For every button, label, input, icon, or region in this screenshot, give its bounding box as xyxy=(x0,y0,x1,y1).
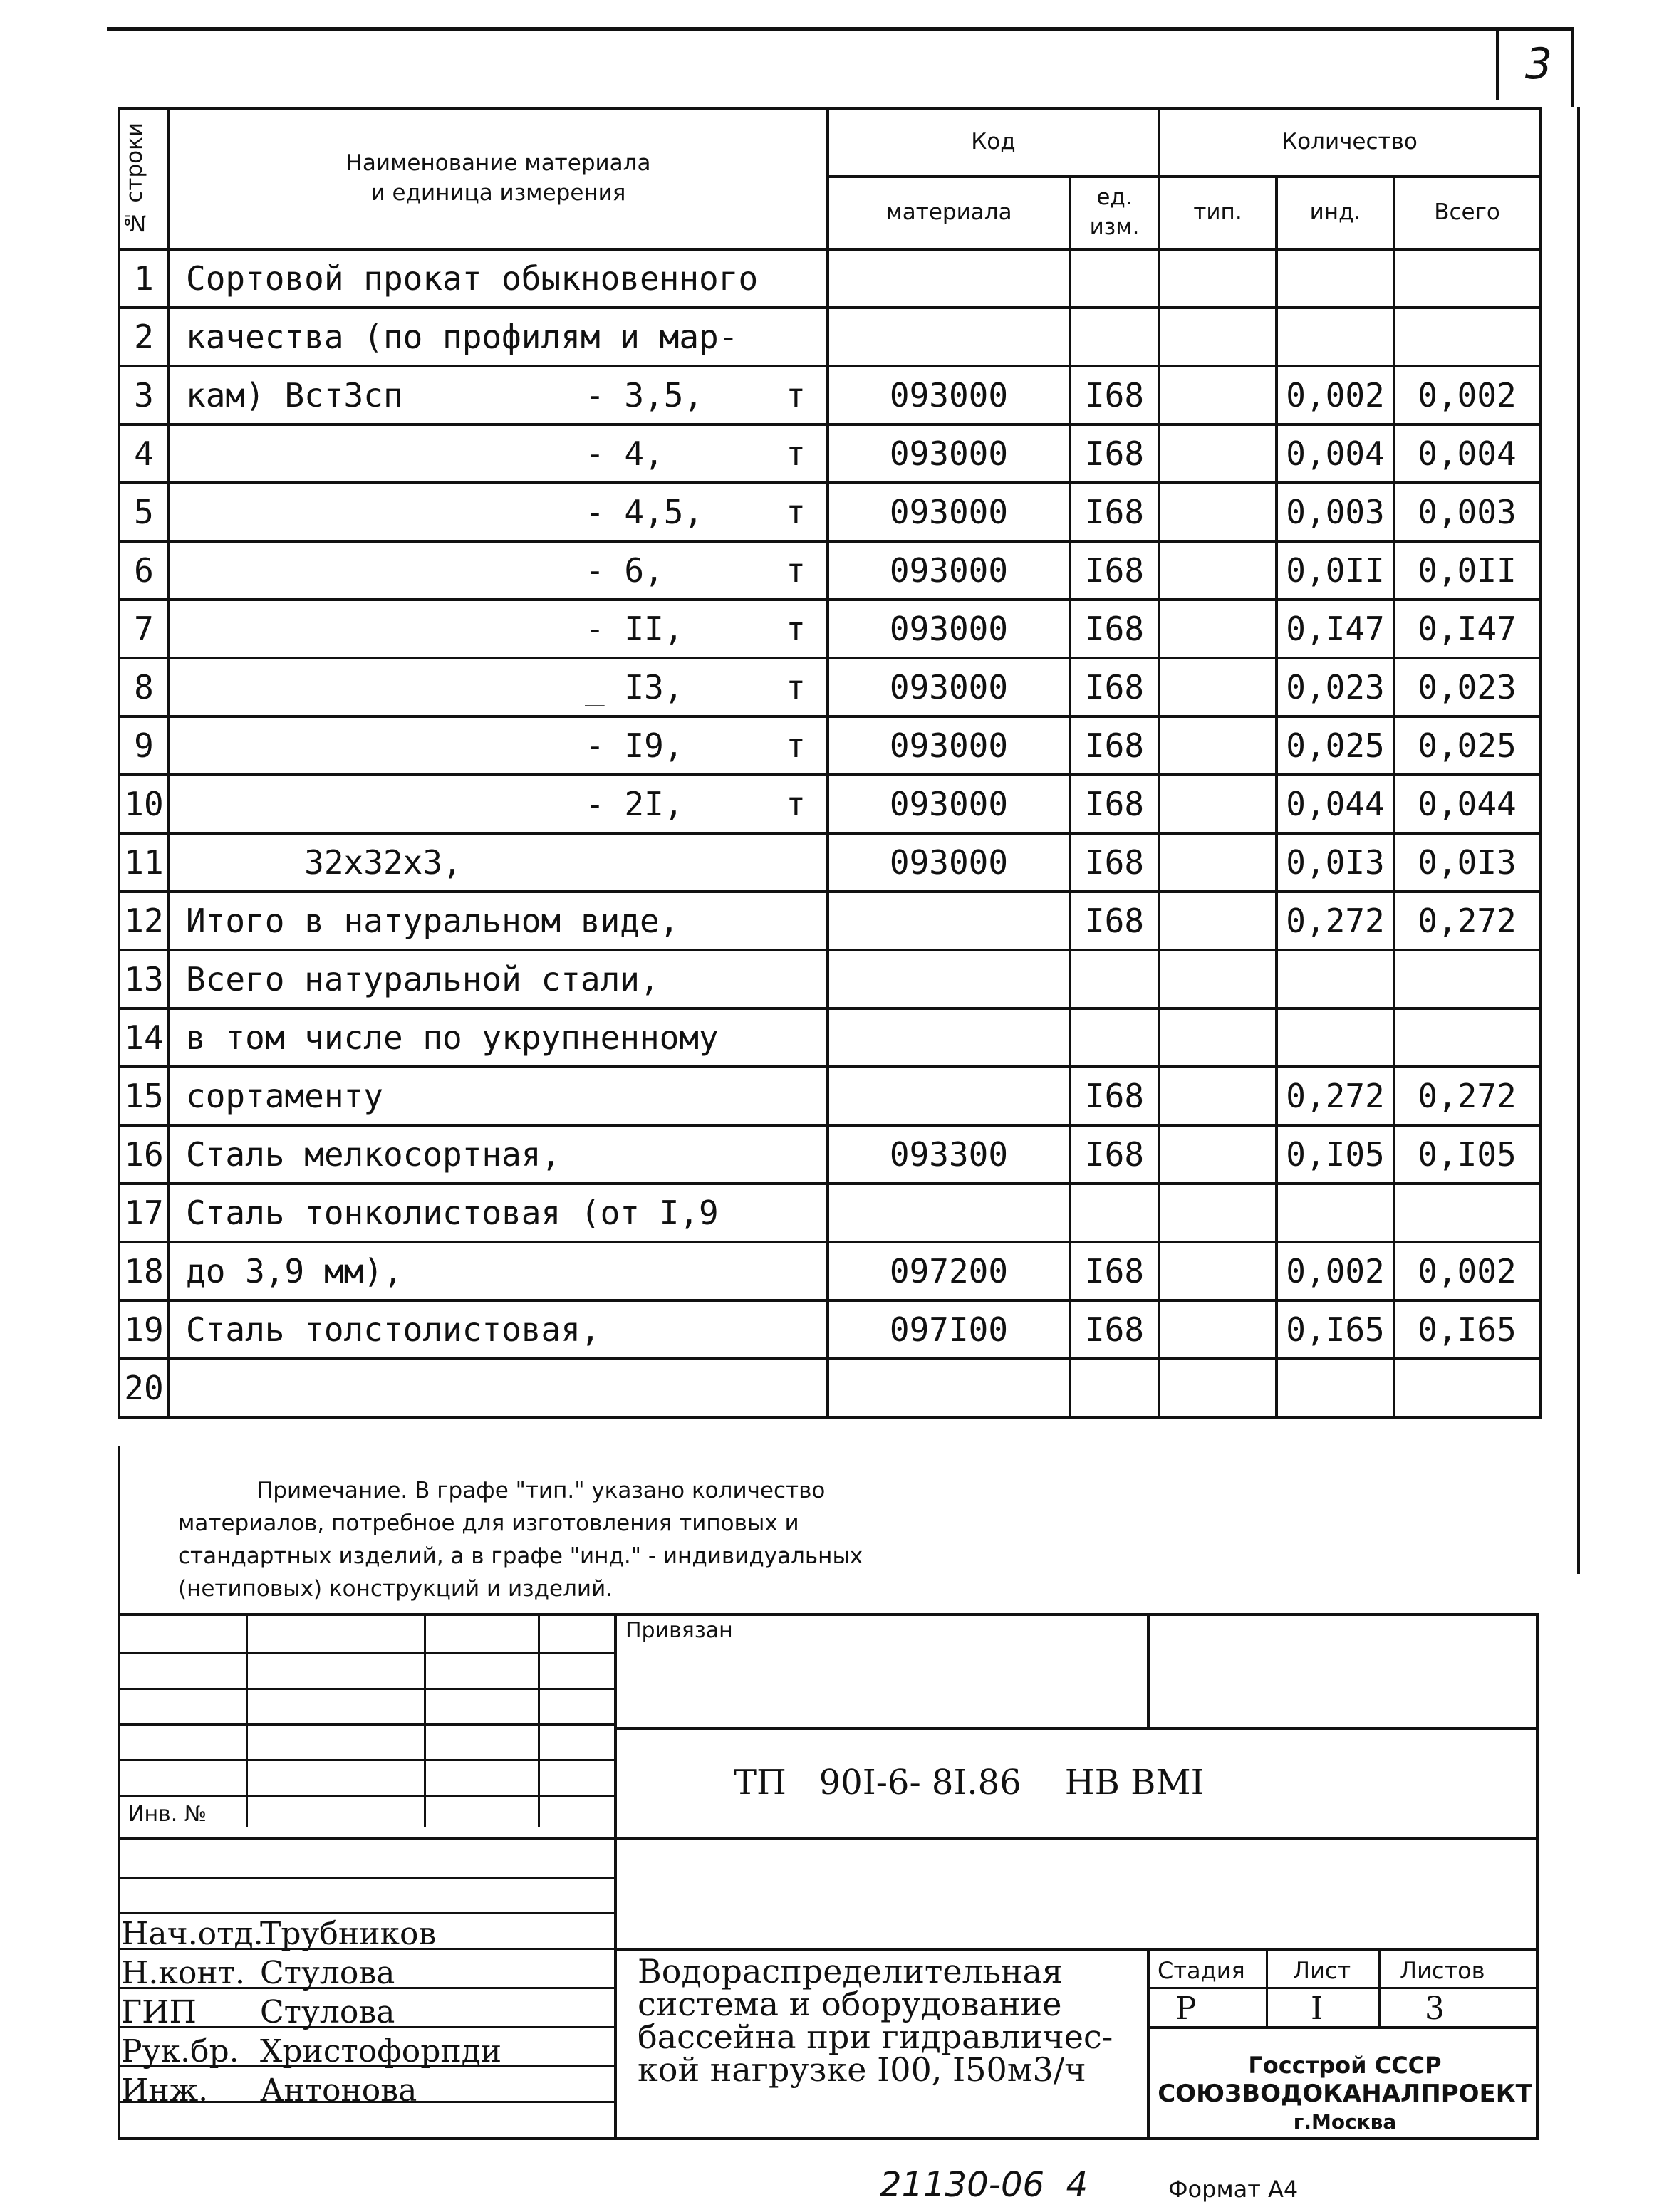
row-number: 8 xyxy=(119,658,169,716)
table-row xyxy=(119,424,1540,483)
row-number: 5 xyxy=(119,483,169,541)
frame-right xyxy=(1577,107,1580,1574)
qty-total xyxy=(1394,1359,1540,1417)
qty-ind: 0,I05 xyxy=(1277,1125,1394,1184)
material-name xyxy=(169,950,828,1008)
material-name-text: кам) Вст3сп xyxy=(186,376,403,414)
tb-vline xyxy=(614,1613,617,2137)
signature-role: Инж. xyxy=(121,2072,209,2109)
unit-code xyxy=(1070,249,1159,308)
qty-ind xyxy=(1277,308,1394,366)
inv-label: Инв. № xyxy=(128,1802,207,1827)
note-line: стандартных изделий, а в графе "инд." - индивидуальных xyxy=(178,1543,863,1569)
row-number: 10 xyxy=(119,775,169,833)
qty-typ xyxy=(1159,658,1277,716)
signature-name: Антонова xyxy=(260,2072,417,2109)
header-row-no: № строки xyxy=(119,108,169,249)
qty-typ xyxy=(1159,716,1277,775)
signature-name: Христофорпди xyxy=(260,2033,502,2070)
org-city: г.Москва xyxy=(1293,2110,1397,2134)
material-name xyxy=(169,249,828,308)
stage-label: Стадия xyxy=(1158,1957,1245,1984)
tb-hline xyxy=(614,1948,1539,1951)
qty-typ xyxy=(1159,600,1277,658)
material-unit: т xyxy=(786,785,806,823)
organization xyxy=(1153,2051,1537,2137)
material-unit: т xyxy=(786,376,806,414)
material-code: 093000 xyxy=(828,600,1070,658)
material-code: 093000 xyxy=(828,424,1070,483)
qty-total: 0,I47 xyxy=(1394,600,1540,658)
table-row xyxy=(119,716,1540,775)
material-size: - I9, xyxy=(585,726,684,765)
material-name xyxy=(169,775,828,833)
qty-total xyxy=(1394,1008,1540,1067)
qty-total: 0,025 xyxy=(1394,716,1540,775)
material-code xyxy=(828,249,1070,308)
qty-total: 0,023 xyxy=(1394,658,1540,716)
qty-total: 0,003 xyxy=(1394,483,1540,541)
qty-typ xyxy=(1159,424,1277,483)
tb-hline xyxy=(118,1688,616,1690)
material-code: 093000 xyxy=(828,658,1070,716)
unit-code: I68 xyxy=(1070,892,1159,950)
table-row xyxy=(119,1300,1540,1359)
qty-typ xyxy=(1159,775,1277,833)
table-row xyxy=(119,1184,1540,1242)
material-name xyxy=(169,892,828,950)
row-number: 11 xyxy=(119,833,169,892)
unit-code: I68 xyxy=(1070,600,1159,658)
tb-hline xyxy=(118,1723,616,1726)
material-name xyxy=(169,483,828,541)
tb-hline xyxy=(1147,2026,1539,2029)
material-code: 093000 xyxy=(828,483,1070,541)
row-number: 4 xyxy=(119,424,169,483)
material-unit: т xyxy=(786,434,806,473)
project-title-line: система и оборудование xyxy=(638,1985,1062,2023)
unit-code xyxy=(1070,308,1159,366)
row-number: 17 xyxy=(119,1184,169,1242)
material-code: 093300 xyxy=(828,1125,1070,1184)
signature-name: Стулова xyxy=(260,1994,395,2030)
qty-total xyxy=(1394,950,1540,1008)
material-name-text: 32x32x3, xyxy=(186,843,462,882)
material-unit: т xyxy=(786,493,806,531)
header-code-material: материала xyxy=(828,177,1070,249)
qty-total: 0,272 xyxy=(1394,1067,1540,1125)
material-name xyxy=(169,1242,828,1300)
qty-total: 0,272 xyxy=(1394,892,1540,950)
qty-total: 0,002 xyxy=(1394,366,1540,424)
qty-typ xyxy=(1159,1008,1277,1067)
row-number: 2 xyxy=(119,308,169,366)
row-number: 19 xyxy=(119,1300,169,1359)
material-size: - 4, xyxy=(585,434,664,473)
qty-typ xyxy=(1159,541,1277,600)
signature-role: Н.конт. xyxy=(121,1955,246,1991)
material-code: 093000 xyxy=(828,366,1070,424)
qty-total: 0,0I3 xyxy=(1394,833,1540,892)
material-name xyxy=(169,366,828,424)
material-name-text: Сталь тонколистовая (от I,9 xyxy=(186,1194,719,1232)
qty-typ xyxy=(1159,483,1277,541)
row-number: 20 xyxy=(119,1359,169,1417)
row-number: 3 xyxy=(119,366,169,424)
unit-code xyxy=(1070,950,1159,1008)
sheet-label: Лист xyxy=(1293,1957,1351,1984)
qty-total xyxy=(1394,308,1540,366)
material-size: - II, xyxy=(585,610,684,648)
bound-label: Привязан xyxy=(625,1618,733,1643)
qty-ind: 0,I47 xyxy=(1277,600,1394,658)
qty-typ xyxy=(1159,1359,1277,1417)
sheet-value: I xyxy=(1311,1991,1324,2027)
qty-typ xyxy=(1159,833,1277,892)
material-name-text: качества (по профилям и мар- xyxy=(186,318,739,356)
table-row xyxy=(119,1359,1540,1417)
table-row xyxy=(119,600,1540,658)
material-code: 093000 xyxy=(828,716,1070,775)
qty-total: 0,044 xyxy=(1394,775,1540,833)
material-name xyxy=(169,1300,828,1359)
unit-code xyxy=(1070,1008,1159,1067)
tb-hline xyxy=(614,1727,1539,1730)
unit-code: I68 xyxy=(1070,366,1159,424)
material-size: _ I3, xyxy=(585,668,684,706)
unit-code: I68 xyxy=(1070,1242,1159,1300)
qty-ind xyxy=(1277,249,1394,308)
material-name-text: Всего натуральной стали, xyxy=(186,960,660,998)
tb-hline xyxy=(118,1759,616,1761)
row-number: 14 xyxy=(119,1008,169,1067)
table-row xyxy=(119,775,1540,833)
qty-typ xyxy=(1159,1125,1277,1184)
qty-ind xyxy=(1277,950,1394,1008)
material-size: - 3,5, xyxy=(585,376,704,414)
qty-ind: 0,002 xyxy=(1277,366,1394,424)
tb-bottom xyxy=(118,2137,1539,2140)
material-size: - 2I, xyxy=(585,785,684,823)
table-row xyxy=(119,308,1540,366)
top-line xyxy=(107,27,1574,31)
table-row xyxy=(119,483,1540,541)
row-number: 7 xyxy=(119,600,169,658)
qty-typ xyxy=(1159,1067,1277,1125)
project-title-line: Водораспределительная xyxy=(638,1952,1063,1991)
row-number: 12 xyxy=(119,892,169,950)
material-code xyxy=(828,1067,1070,1125)
note xyxy=(178,1474,1004,1605)
note-line: Примечание. В графе "тип." указано количество xyxy=(256,1478,826,1503)
table-row xyxy=(119,366,1540,424)
material-name-text: Сталь мелкосортная, xyxy=(186,1135,561,1174)
note-line: материалов, потребное для изготовления типовых и xyxy=(178,1511,799,1536)
qty-total: 0,002 xyxy=(1394,1242,1540,1300)
qty-total xyxy=(1394,1184,1540,1242)
row-number: 15 xyxy=(119,1067,169,1125)
qty-total xyxy=(1394,249,1540,308)
qty-typ xyxy=(1159,308,1277,366)
qty-total: 0,I65 xyxy=(1394,1300,1540,1359)
qty-typ xyxy=(1159,1242,1277,1300)
qty-total: 0,004 xyxy=(1394,424,1540,483)
spec-table xyxy=(118,107,1542,1419)
row-number: 9 xyxy=(119,716,169,775)
material-code xyxy=(828,1008,1070,1067)
signature-role: Нач.отд. xyxy=(121,1916,264,1952)
tb-hline xyxy=(118,1652,616,1654)
tb-vline xyxy=(1147,1613,1150,1727)
table-row xyxy=(119,541,1540,600)
material-code: 093000 xyxy=(828,775,1070,833)
tb-vline xyxy=(1147,1948,1150,2137)
header-name: Наименование материала и единица измерения xyxy=(169,108,828,249)
qty-typ xyxy=(1159,1184,1277,1242)
qty-ind: 0,0I3 xyxy=(1277,833,1394,892)
project-title-line: бассейна при гидравличес- xyxy=(638,2018,1113,2056)
qty-ind: 0,I65 xyxy=(1277,1300,1394,1359)
qty-typ xyxy=(1159,950,1277,1008)
qty-ind: 0,003 xyxy=(1277,483,1394,541)
table-row xyxy=(119,658,1540,716)
signature-name: Стулова xyxy=(260,1955,395,1991)
row-number: 16 xyxy=(119,1125,169,1184)
qty-ind: 0,023 xyxy=(1277,658,1394,716)
material-name xyxy=(169,1359,828,1417)
material-name-text: в том числе по укрупненному xyxy=(186,1018,719,1057)
format-label: Формат А4 xyxy=(1168,2176,1299,2203)
material-unit: т xyxy=(786,668,806,706)
material-name xyxy=(169,658,828,716)
qty-ind xyxy=(1277,1359,1394,1417)
tb-hline xyxy=(1147,1987,1539,1989)
material-size: - 6, xyxy=(585,551,664,590)
unit-code: I68 xyxy=(1070,541,1159,600)
unit-code: I68 xyxy=(1070,775,1159,833)
qty-ind: 0,044 xyxy=(1277,775,1394,833)
header-code: Код xyxy=(828,108,1159,177)
unit-code: I68 xyxy=(1070,1300,1159,1359)
material-code xyxy=(828,1359,1070,1417)
header-q-ind: инд. xyxy=(1277,177,1394,249)
qty-ind xyxy=(1277,1184,1394,1242)
project-title xyxy=(638,1952,1113,2089)
table-row xyxy=(119,950,1540,1008)
unit-code: I68 xyxy=(1070,1125,1159,1184)
material-code: 093000 xyxy=(828,541,1070,600)
table-row xyxy=(119,1067,1540,1125)
header-code-unit: ед. изм. xyxy=(1070,177,1159,249)
row-number: 6 xyxy=(119,541,169,600)
unit-code: I68 xyxy=(1070,424,1159,483)
qty-ind xyxy=(1277,1008,1394,1067)
unit-code: I68 xyxy=(1070,833,1159,892)
material-code xyxy=(828,1184,1070,1242)
note-left xyxy=(118,1446,120,2137)
org-name: СОЮЗВОДОКАНАЛПРОЕКТ xyxy=(1158,2080,1532,2108)
note-line: (нетиповых) конструкций и изделий. xyxy=(178,1576,613,1602)
table-row xyxy=(119,1125,1540,1184)
material-unit: т xyxy=(786,726,806,765)
qty-ind: 0,272 xyxy=(1277,1067,1394,1125)
tb-hline xyxy=(118,1795,616,1797)
material-name-text: Сталь толстолистовая, xyxy=(186,1310,601,1349)
material-code: 097200 xyxy=(828,1242,1070,1300)
material-name-text: сортаменту xyxy=(186,1077,383,1115)
unit-code: I68 xyxy=(1070,658,1159,716)
qty-typ xyxy=(1159,366,1277,424)
table-row xyxy=(119,892,1540,950)
sheets-value: 3 xyxy=(1425,1991,1445,2027)
material-name xyxy=(169,1008,828,1067)
org-ministry: Госстрой СССР xyxy=(1248,2052,1442,2079)
material-name-text: Итого в натуральном виде, xyxy=(186,902,680,940)
material-name xyxy=(169,541,828,600)
material-name-text: до 3,9 мм), xyxy=(186,1252,403,1290)
project-title-line: кой нагрузке I00, I50м3/ч xyxy=(638,2050,1086,2089)
table-row xyxy=(119,833,1540,892)
qty-ind: 0,025 xyxy=(1277,716,1394,775)
unit-code: I68 xyxy=(1070,716,1159,775)
material-name xyxy=(169,600,828,658)
qty-total: 0,I05 xyxy=(1394,1125,1540,1184)
qty-ind: 0,002 xyxy=(1277,1242,1394,1300)
tb-top xyxy=(118,1613,1539,1616)
material-unit: т xyxy=(786,551,806,590)
material-name xyxy=(169,308,828,366)
material-unit: т xyxy=(786,610,806,648)
qty-typ xyxy=(1159,1300,1277,1359)
material-name-text: Сортовой прокат обыкновенного xyxy=(186,259,759,298)
material-name xyxy=(169,1067,828,1125)
header-quantity: Количество xyxy=(1159,108,1540,177)
material-name xyxy=(169,833,828,892)
unit-code xyxy=(1070,1359,1159,1417)
material-code xyxy=(828,950,1070,1008)
material-code xyxy=(828,892,1070,950)
sheet-number: 3 xyxy=(1496,28,1578,100)
header-q-total: Всего xyxy=(1394,177,1540,249)
tb-hline xyxy=(118,1912,616,1914)
unit-code xyxy=(1070,1184,1159,1242)
material-code xyxy=(828,308,1070,366)
material-name xyxy=(169,716,828,775)
material-size: - 4,5, xyxy=(585,493,704,531)
qty-ind: 0,0II xyxy=(1277,541,1394,600)
row-number: 1 xyxy=(119,249,169,308)
qty-ind: 0,004 xyxy=(1277,424,1394,483)
unit-code: I68 xyxy=(1070,483,1159,541)
tb-hline xyxy=(118,1877,616,1879)
row-number: 18 xyxy=(119,1242,169,1300)
qty-typ xyxy=(1159,249,1277,308)
tb-hline xyxy=(614,1837,1539,1840)
signature-role: ГИП xyxy=(121,1994,197,2030)
unit-code: I68 xyxy=(1070,1067,1159,1125)
material-name xyxy=(169,1125,828,1184)
tb-hline xyxy=(118,1837,616,1840)
material-code: 097I00 xyxy=(828,1300,1070,1359)
signature-role: Рук.бр. xyxy=(121,2033,239,2070)
stage-value: Р xyxy=(1175,1991,1197,2027)
qty-typ xyxy=(1159,892,1277,950)
row-number: 13 xyxy=(119,950,169,1008)
qty-total: 0,0II xyxy=(1394,541,1540,600)
qty-ind: 0,272 xyxy=(1277,892,1394,950)
doc-code: ТП 90I-6- 8I.86 НВ ВМI xyxy=(734,1763,1205,1803)
material-code: 093000 xyxy=(828,833,1070,892)
archive-number: 21130-06 4 xyxy=(880,2165,1088,2205)
sheets-label: Листов xyxy=(1400,1957,1485,1984)
signature-name: Трубников xyxy=(260,1916,437,1952)
table-row xyxy=(119,249,1540,308)
table-row xyxy=(119,1008,1540,1067)
material-name xyxy=(169,424,828,483)
table-row xyxy=(119,1242,1540,1300)
header-q-typ: тип. xyxy=(1159,177,1277,249)
material-name xyxy=(169,1184,828,1242)
